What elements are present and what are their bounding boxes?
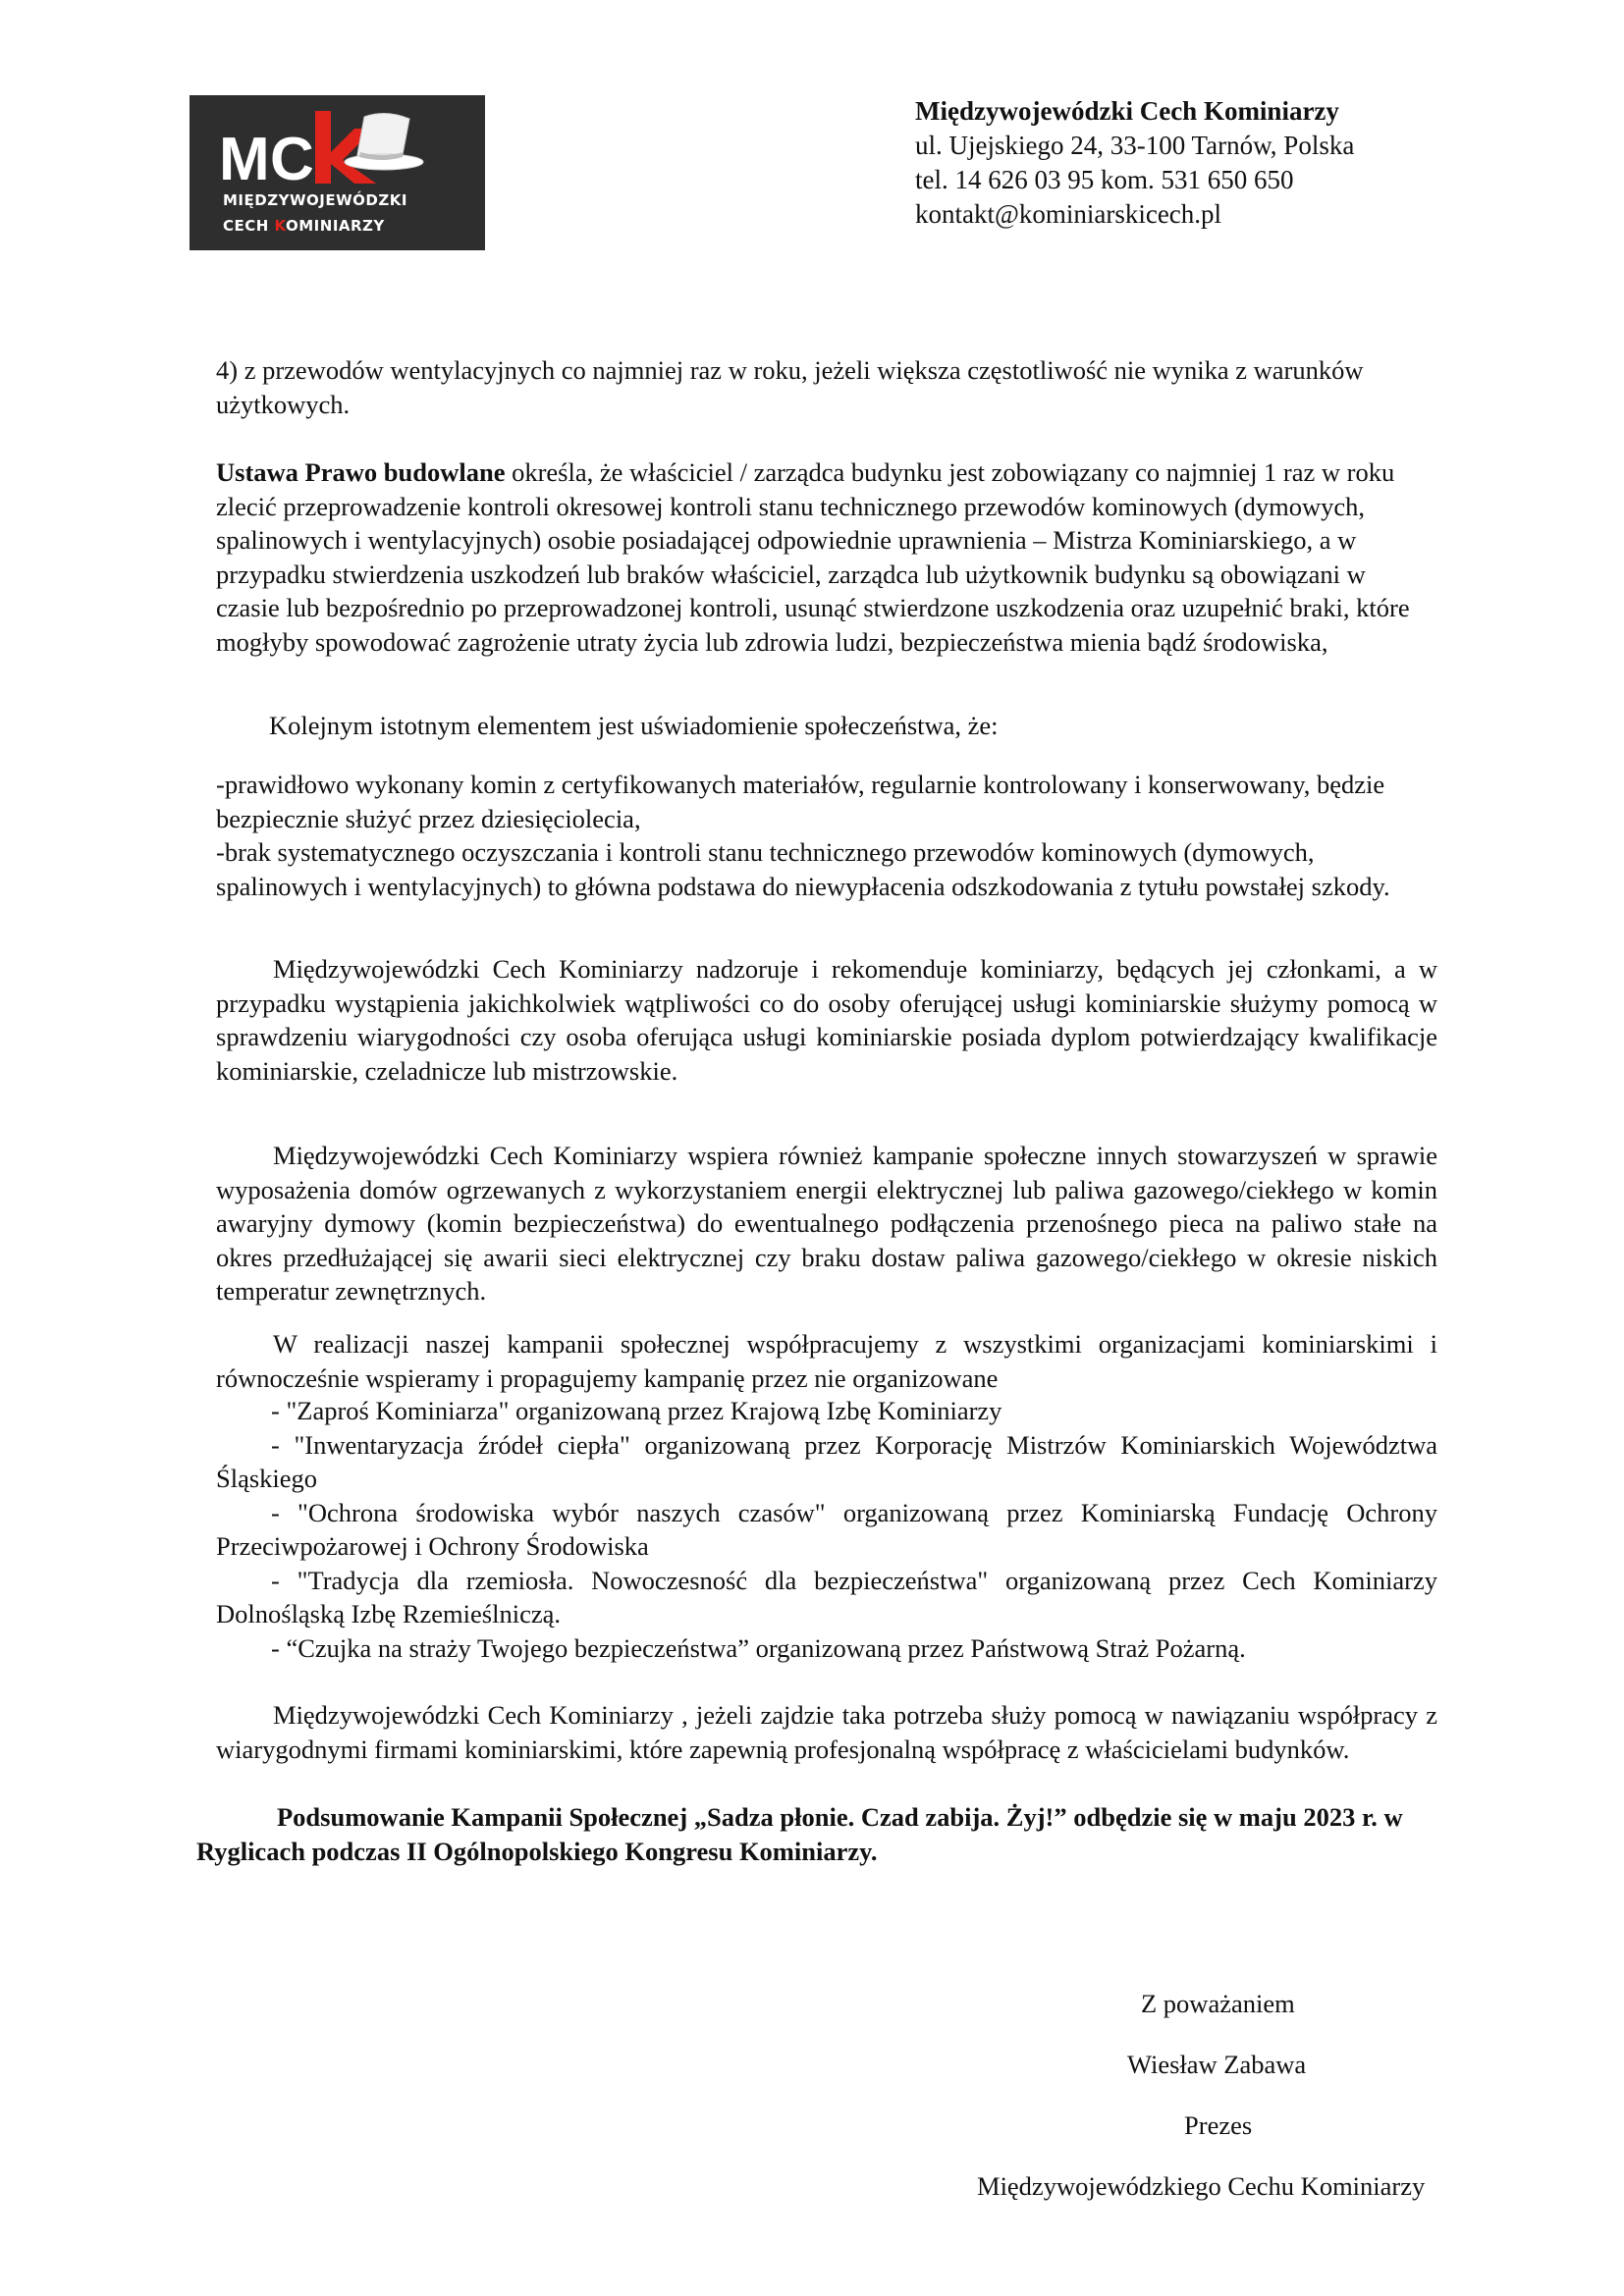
org-email[interactable]: kontakt@kominiarskicech.pl — [915, 199, 1222, 229]
paragraph-building-law: Ustawa Prawo budowlane określa, że właściciel / zarządca budynku jest zobowiązany co najmniej 1 raz w roku zlecić przeprowadzenie kontroli okresowej kontroli stanu technicznego przewodów kominowych (dymowych, spalinowych i wentylacyjnych) osobie posiadającej odpowiednie uprawnienia – Mistrza Kominiarskiego, a w przypadku stwierdzenia uszkodzeń lub braków właściciel, zarządca lub użytkownik budynku są obowiązani w czasie lub bezpośrednio po przeprowadzonej kontroli, usunąć stwierdzone uszkodzenia oraz uzupełnić braki, które mogłyby spowodować zagrożenie utraty życia lub zdrowia ludzi, bezpieczeństwa mienia bądź środowiska, — [216, 457, 1410, 657]
paragraph-awareness-points: -prawidłowo wykonany komin z certyfikowanych materiałów, regularnie kontrolowany i konserwowany, będzie bezpiecznie służyć przez dziesięciolecia, -brak systematycznego oczyszczania i kontroli stanu technicznego przewodów kominowych (dymowych, spalinowych i wentylacyjnych) to główna podstawa do niewypłacenia odszkodowania z tytułu powstałej szkody. — [216, 770, 1390, 901]
signature-org: Międzywojewódzkiego Cechu Kominiarzy — [977, 2171, 1426, 2201]
list-item: - "Ochrona środowiska wybór naszych czasów" organizowaną przez Kominiarską Fundację Ochrony Przeciwpożarowej i Ochrony Środowiska — [216, 1497, 1437, 1561]
list-item: - "Zaproś Kominiarza" organizowaną przez Krajową Izbę Kominiarzy — [271, 1396, 1002, 1425]
logo-text-line2: CECH KOMINIARZY — [223, 217, 385, 235]
list-item: - “Czujka na straży Twojego bezpieczeństwa” organizowaną przez Państwową Straż Pożarną. — [271, 1632, 1246, 1663]
signature-closing: Z poważaniem — [1141, 1989, 1295, 2018]
logo-k-stem — [315, 111, 331, 184]
paragraph-cooperation: W realizacji naszej kampanii społecznej współpracujemy z wszystkimi organizacjami kominiarskimi i równocześnie wspieramy i propagujemy kampanię przez nie organizowane — [216, 1329, 1437, 1393]
paragraph-social-campaigns: Międzywojewódzki Cech Kominiarzy wspiera również kampanie społeczne innych stowarzyszeń w sprawie wyposażenia domów ogrzewanych z wykorzystaniem energii elektrycznej lub paliwa gazowego/ciekłego w komin awaryjny dymowy (komin bezpieczeństwa) do ewentualnego podłączenia przenośnego pieca na paliwo stałe na okres przedłużającej się awarii sieci elektrycznej czy braku dostaw paliwa gazowego/ciekłego w okresie niskich temperatur zewnętrznych. — [216, 1141, 1437, 1306]
campaign-list — [216, 1394, 1437, 1665]
logo-letter-m: M — [219, 126, 270, 193]
logo-graphic — [189, 95, 485, 193]
paragraph-company-cooperation: Międzywojewódzki Cech Kominiarzy , jeżeli zajdzie taka potrzeba służy pomocą w nawiązaniu współpracy z wiarygodnymi firmami kominiarskimi, które zapewnią profesjonalną współpracę z właścicielami budynków. — [216, 1700, 1437, 1764]
org-phone: tel. 14 626 03 95 kom. 531 650 650 — [915, 165, 1294, 194]
org-address: ul. Ujejskiego 24, 33-100 Tarnów, Polska — [915, 131, 1355, 160]
logo-text-line1: MIĘDZYWOJEWÓDZKI — [223, 191, 407, 209]
list-item: - "Inwentaryzacja źródeł ciepła" organizowaną przez Korporację Mistrzów Kominiarskich Województwa Śląskiego — [216, 1429, 1437, 1493]
paragraph-campaign-summary: Podsumowanie Kampanii Społecznej „Sadza płonie. Czad zabija. Żyj!” odbędzie się w maju 2023 r. w Ryglicach podczas II Ogólnopolskiego Kongresu Kominiarzy. — [196, 1802, 1403, 1866]
signature-name: Wiesław Zabawa — [1127, 2050, 1307, 2079]
signature-title: Prezes — [1184, 2110, 1253, 2140]
letterhead-address — [915, 94, 1354, 232]
org-name: Międzywojewódzki Cech Kominiarzy — [915, 96, 1339, 126]
mck-logo — [189, 95, 485, 250]
paragraph-awareness-intro: Kolejnym istotnym elementem jest uświadomienie społeczeństwa, że: — [269, 711, 999, 740]
paragraph-supervision: Międzywojewódzki Cech Kominiarzy nadzoruje i rekomenduje kominiarzy, będących jej członkami, a w przypadku wystąpienia jakichkolwiek wątpliwości co do osoby oferującej usługi kominiarskie służymy pomocą w sprawdzeniu wiarygodności czy osoba oferująca usługi kominiarskie posiada dyplom potwierdzający kwalifikacje kominiarskie, czeladnicze lub mistrzowskie. — [216, 954, 1437, 1086]
list-item: - "Tradycja dla rzemiosła. Nowoczesność dla bezpieczeństwa" organizowaną przez Cech Kominiarzy Dolnośląską Izbę Rzemieślniczą. — [216, 1565, 1437, 1629]
paragraph-ventilation: 4) z przewodów wentylacyjnych co najmniej raz w roku, jeżeli większa częstotliwość nie wynika z warunków użytkowych. — [216, 355, 1364, 419]
logo-letter-c: C — [270, 126, 314, 193]
